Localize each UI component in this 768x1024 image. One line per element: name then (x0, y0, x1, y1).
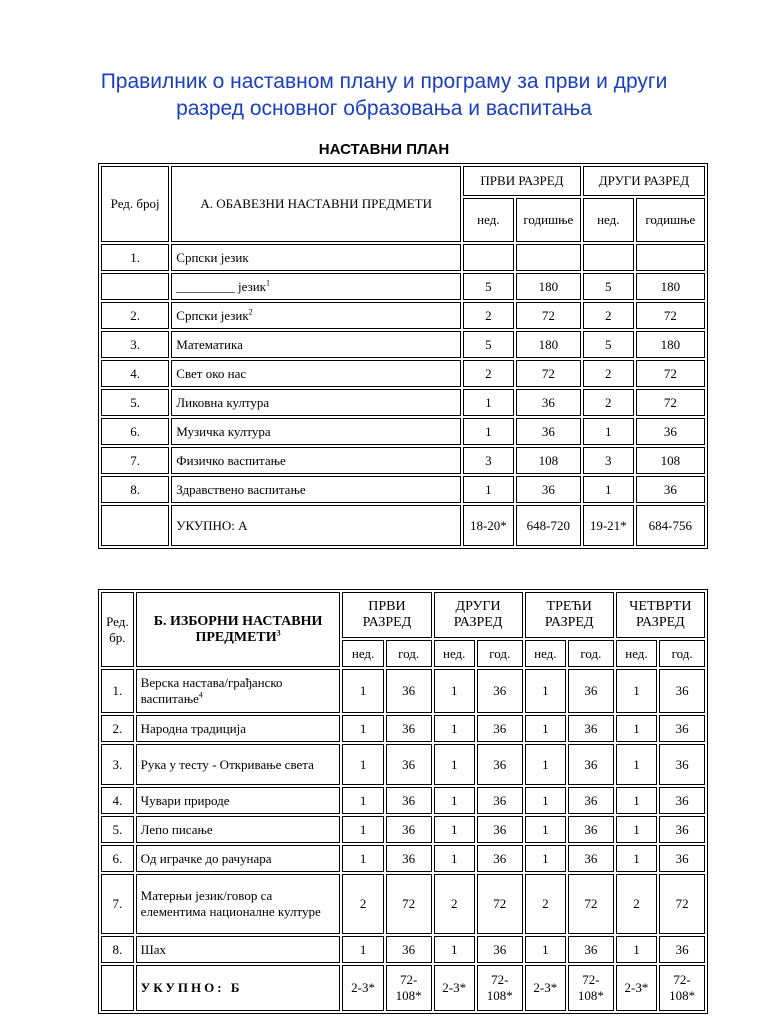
grade-2-weekly: 1 (434, 845, 475, 872)
subject-name: Чувари природе (140, 792, 230, 808)
col-header-grade-2: ДРУГИ РАЗРЕД (583, 166, 705, 196)
col-header-subject (136, 592, 341, 667)
document-title-line-2: разред основног образовања и васпитања (176, 97, 592, 120)
grade-2-yearly: 180 (636, 331, 705, 358)
grade-1-yearly: 36 (386, 816, 432, 843)
row-number: 5. (101, 389, 169, 416)
grade-1-weekly: 1 (463, 476, 514, 503)
row-number: 8. (101, 476, 169, 503)
row-number: 4. (101, 360, 169, 387)
footnote-mark: 1 (266, 278, 270, 288)
grade-3-weekly: 1 (525, 845, 566, 872)
col-header-weekly: нед. (463, 198, 514, 242)
plan-heading: НАСТАВНИ ПЛАН (318, 141, 450, 158)
table-row (101, 787, 705, 814)
grade-1-weekly: 3 (463, 447, 514, 474)
subject-name: Српски језик (176, 249, 249, 265)
subject-name-cell (171, 476, 461, 503)
grade-2-weekly: 1 (583, 418, 634, 445)
subject-name-cell (136, 874, 341, 934)
grade-4-weekly: 1 (616, 816, 657, 843)
grade-3-yearly: 36 (568, 715, 614, 742)
grade-1-weekly-total: 2-3* (342, 965, 383, 1011)
col-header-grade-3: ТРЕЋИ РАЗРЕД (525, 592, 614, 638)
subject-name-cell (171, 331, 461, 358)
total-row (101, 965, 705, 1011)
footnote-mark: 2 (248, 307, 253, 317)
table-row (101, 244, 705, 271)
grade-3-yearly: 72 (568, 874, 614, 934)
row-number: 1. (101, 244, 169, 271)
grade-3-yearly: 36 (568, 669, 614, 713)
grade-3-yearly: 36 (568, 845, 614, 872)
row-number: 7. (101, 447, 169, 474)
grade-1-weekly-total: 18-20* (463, 505, 514, 546)
grade-4-weekly: 1 (616, 669, 657, 713)
col-header-yearly: год. (386, 640, 432, 667)
grade-2-weekly: 2 (583, 302, 634, 329)
grade-4-weekly: 1 (616, 845, 657, 872)
subject-name-cell (171, 418, 461, 445)
row-number: 2. (101, 715, 134, 742)
row-number: 3. (101, 744, 134, 785)
grade-3-weekly: 1 (525, 936, 566, 963)
col-header-subject-text: Б. ИЗБОРНИ НАСТАВНИ ПРЕДМЕТИ (153, 613, 323, 645)
subject-name-cell (171, 244, 461, 271)
grade-1-yearly: 36 (516, 389, 581, 416)
grade-2-yearly: 36 (636, 418, 705, 445)
grade-1-yearly: 108 (516, 447, 581, 474)
footnote-mark: 4 (198, 690, 203, 700)
grade-4-yearly-total: 72-108* (659, 965, 705, 1011)
subject-name-cell (136, 744, 341, 785)
grade-1-yearly: 36 (386, 715, 432, 742)
total-label: УКУПНО: А (171, 505, 461, 546)
grade-2-weekly: 1 (434, 816, 475, 843)
grade-2-weekly: 1 (434, 669, 475, 713)
subject-name: Лепо писање (140, 821, 213, 837)
table-row (101, 389, 705, 416)
grade-2-yearly-total: 72-108* (477, 965, 523, 1011)
row-number: 7. (101, 874, 134, 934)
subject-name: Матерњи језик/говор са елементима националне културе (140, 888, 321, 919)
subject-name: Верска настава/грађанско васпитање (140, 675, 283, 706)
grade-1-yearly: 180 (516, 273, 581, 300)
grade-1-weekly: 1 (342, 715, 383, 742)
col-header-yearly: годишње (636, 198, 705, 242)
row-number: 6. (101, 845, 134, 872)
grade-4-weekly: 2 (616, 874, 657, 934)
elective-subjects-table (98, 589, 708, 1014)
col-header-yearly: год. (568, 640, 614, 667)
grade-4-weekly: 1 (616, 936, 657, 963)
grade-1-yearly: 36 (386, 845, 432, 872)
grade-1-yearly: 36 (386, 744, 432, 785)
grade-2-yearly-total: 684-756 (636, 505, 705, 546)
grade-3-yearly: 36 (568, 787, 614, 814)
grade-2-yearly: 36 (477, 744, 523, 785)
grade-4-yearly: 36 (659, 669, 705, 713)
table-row (101, 744, 705, 785)
row-number: 6. (101, 418, 169, 445)
table-row (101, 816, 705, 843)
grade-2-weekly: 2 (434, 874, 475, 934)
row-number: 2. (101, 302, 169, 329)
grade-2-yearly: 72 (477, 874, 523, 934)
row-number: 8. (101, 936, 134, 963)
grade-2-yearly: 36 (477, 715, 523, 742)
grade-2-yearly (636, 244, 705, 271)
footnote-mark: 3 (276, 627, 281, 637)
total-row (101, 505, 705, 546)
table-row (101, 669, 705, 713)
grade-2-yearly: 72 (636, 360, 705, 387)
col-header-yearly: год. (659, 640, 705, 667)
grade-1-weekly: 1 (342, 816, 383, 843)
grade-3-yearly: 36 (568, 816, 614, 843)
col-header-weekly: нед. (525, 640, 566, 667)
subject-name: Од играчке до рачунара (140, 850, 272, 866)
grade-3-weekly: 1 (525, 744, 566, 785)
grade-1-weekly: 5 (463, 331, 514, 358)
grade-1-weekly (463, 244, 514, 271)
table-row (101, 874, 705, 934)
grade-4-yearly: 36 (659, 845, 705, 872)
grade-1-yearly-total: 648-720 (516, 505, 581, 546)
subject-name: Шах (140, 941, 167, 957)
grade-2-yearly: 180 (636, 273, 705, 300)
col-header-grade-1: ПРВИ РАЗРЕД (342, 592, 431, 638)
grade-1-yearly: 36 (386, 936, 432, 963)
grade-2-yearly: 36 (477, 936, 523, 963)
grade-3-yearly: 36 (568, 744, 614, 785)
row-number (101, 505, 169, 546)
subject-name: Математика (176, 336, 243, 352)
col-header-weekly: нед. (583, 198, 634, 242)
grade-2-weekly: 2 (583, 389, 634, 416)
grade-2-yearly: 108 (636, 447, 705, 474)
row-number: 3. (101, 331, 169, 358)
col-header-yearly: годишње (516, 198, 581, 242)
subject-name: Свет око нас (176, 365, 247, 381)
col-header-yearly: год. (477, 640, 523, 667)
col-header-grade-4: ЧЕТВРТИ РАЗРЕД (616, 592, 705, 638)
subject-name-cell (171, 273, 461, 300)
grade-1-yearly: 72 (516, 360, 581, 387)
table-row (101, 273, 705, 300)
grade-4-yearly: 36 (659, 787, 705, 814)
grade-2-yearly: 72 (636, 389, 705, 416)
grade-1-yearly: 180 (516, 331, 581, 358)
document-title (40, 68, 728, 122)
subject-name: Физичко васпитање (176, 452, 286, 468)
row-number (101, 965, 134, 1011)
table-row (101, 936, 705, 963)
grade-1-weekly: 5 (463, 273, 514, 300)
subject-name: _________ језик (176, 278, 266, 294)
grade-1-weekly: 2 (463, 302, 514, 329)
total-label: УКУПНО: Б (136, 965, 341, 1011)
grade-1-yearly: 36 (516, 476, 581, 503)
col-header-weekly: нед. (342, 640, 383, 667)
row-number (101, 273, 169, 300)
grade-2-weekly: 2 (583, 360, 634, 387)
row-number: 5. (101, 816, 134, 843)
grade-4-yearly: 36 (659, 715, 705, 742)
grade-3-yearly-total: 72-108* (568, 965, 614, 1011)
table-row (101, 715, 705, 742)
grade-1-yearly (516, 244, 581, 271)
grade-2-yearly: 36 (477, 787, 523, 814)
grade-3-weekly: 2 (525, 874, 566, 934)
subject-name-cell (171, 360, 461, 387)
row-number: 4. (101, 787, 134, 814)
grade-1-yearly: 72 (516, 302, 581, 329)
grade-2-weekly: 1 (434, 715, 475, 742)
grade-2-yearly: 36 (477, 669, 523, 713)
grade-2-weekly: 1 (434, 787, 475, 814)
grade-3-weekly: 1 (525, 715, 566, 742)
grade-4-yearly: 36 (659, 744, 705, 785)
table-row (101, 302, 705, 329)
grade-4-yearly: 36 (659, 936, 705, 963)
subject-name-cell (136, 936, 341, 963)
grade-3-weekly-total: 2-3* (525, 965, 566, 1011)
subject-name: Ликовна култура (176, 394, 270, 410)
grade-1-weekly: 1 (342, 845, 383, 872)
grade-1-yearly-total: 72-108* (386, 965, 432, 1011)
grade-1-yearly: 36 (386, 787, 432, 814)
col-header-number: Ред. бр. (101, 592, 134, 667)
table-row (101, 331, 705, 358)
table-row (101, 360, 705, 387)
grade-4-weekly: 1 (616, 787, 657, 814)
grade-2-weekly: 3 (583, 447, 634, 474)
grade-1-weekly: 1 (463, 389, 514, 416)
grade-1-yearly: 36 (386, 669, 432, 713)
grade-2-weekly-total: 19-21* (583, 505, 634, 546)
grade-4-yearly: 72 (659, 874, 705, 934)
grade-2-yearly: 36 (636, 476, 705, 503)
document-title-line-1: Правилник о наставном плану и програму за први и други (100, 70, 668, 93)
subject-name: Српски језик (176, 307, 249, 323)
grade-1-yearly: 72 (386, 874, 432, 934)
mandatory-subjects-table (98, 163, 708, 549)
col-header-subject: А. ОБАВЕЗНИ НАСТАВНИ ПРЕДМЕТИ (171, 166, 461, 242)
subject-name: Народна традиција (140, 720, 247, 736)
subject-name: Рука у тесту - Откривање света (140, 756, 314, 772)
grade-1-weekly: 1 (342, 669, 383, 713)
grade-1-weekly: 1 (342, 787, 383, 814)
subject-name-cell (136, 816, 341, 843)
grade-1-weekly: 2 (463, 360, 514, 387)
grade-4-yearly: 36 (659, 816, 705, 843)
grade-2-weekly: 1 (583, 476, 634, 503)
grade-4-weekly: 1 (616, 715, 657, 742)
grade-1-weekly: 1 (342, 744, 383, 785)
grade-2-yearly: 36 (477, 845, 523, 872)
grade-3-weekly: 1 (525, 669, 566, 713)
subject-name: Здравствено васпитање (176, 481, 306, 497)
grade-1-weekly: 2 (342, 874, 383, 934)
grade-2-weekly: 1 (434, 936, 475, 963)
grade-2-weekly (583, 244, 634, 271)
table-row (101, 476, 705, 503)
grade-4-weekly: 1 (616, 744, 657, 785)
col-header-number: Ред. број (101, 166, 169, 242)
grade-2-yearly: 36 (477, 816, 523, 843)
grade-2-weekly: 5 (583, 331, 634, 358)
grade-2-weekly-total: 2-3* (434, 965, 475, 1011)
subject-name-cell (136, 669, 341, 713)
grade-2-weekly: 1 (434, 744, 475, 785)
subject-name-cell (171, 447, 461, 474)
table-row (101, 418, 705, 445)
grade-1-weekly: 1 (342, 936, 383, 963)
grade-3-yearly: 36 (568, 936, 614, 963)
col-header-weekly: нед. (434, 640, 475, 667)
row-number: 1. (101, 669, 134, 713)
table-row (101, 447, 705, 474)
subject-name-cell (136, 715, 341, 742)
table-row (101, 845, 705, 872)
col-header-grade-2: ДРУГИ РАЗРЕД (434, 592, 523, 638)
grade-2-yearly: 72 (636, 302, 705, 329)
grade-2-weekly: 5 (583, 273, 634, 300)
subject-name-cell (136, 845, 341, 872)
col-header-weekly: нед. (616, 640, 657, 667)
grade-3-weekly: 1 (525, 816, 566, 843)
grade-1-yearly: 36 (516, 418, 581, 445)
grade-1-weekly: 1 (463, 418, 514, 445)
grade-4-weekly-total: 2-3* (616, 965, 657, 1011)
grade-3-weekly: 1 (525, 787, 566, 814)
col-header-grade-1: ПРВИ РАЗРЕД (463, 166, 581, 196)
subject-name: Музичка култура (176, 423, 271, 439)
subject-name-cell (136, 787, 341, 814)
subject-name-cell (171, 389, 461, 416)
subject-name-cell (171, 302, 461, 329)
